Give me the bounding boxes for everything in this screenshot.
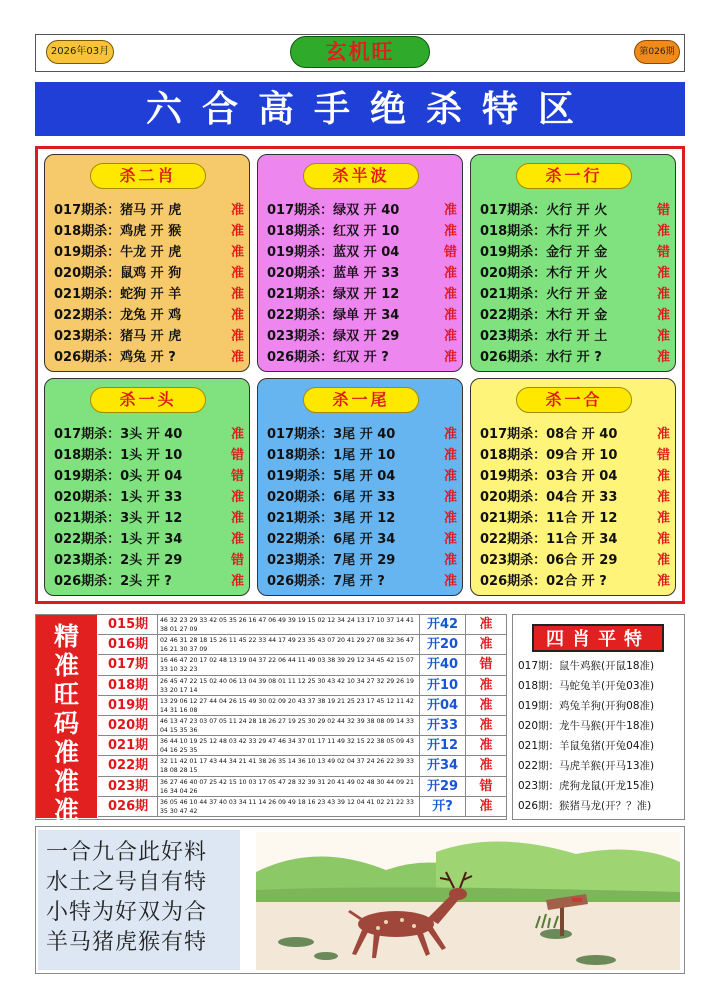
kill-row-text: 023期杀：猪马 开 虎 — [54, 329, 182, 344]
table-numbers: 46 32 23 29 33 42 05 35 26 16 47 06 49 39 19 15 02 12 34 24 13 17 10 37 14 41 38 01 27 09 — [158, 615, 420, 634]
table-numbers: 32 11 42 01 17 43 44 34 21 41 38 26 35 14 36 10 13 49 02 04 37 24 26 22 39 33 18 08 28 15 — [158, 756, 420, 775]
kill-row-result: 准 — [443, 490, 457, 505]
kill-row-result: 准 — [443, 511, 457, 526]
poem-line: 小特为好双为合 — [46, 900, 208, 925]
kill-row-result: 准 — [656, 532, 670, 547]
kill-row — [267, 241, 457, 262]
kill-row — [267, 199, 457, 220]
kill-row-result: 准 — [230, 490, 244, 505]
kill-box-rows — [54, 199, 244, 367]
table-result: 准 — [479, 697, 493, 713]
kill-row-text: 017期杀：猪马 开 虎 — [54, 203, 182, 218]
kill-row-result: 准 — [656, 553, 670, 568]
table-row — [98, 696, 506, 716]
kill-row — [267, 465, 457, 486]
kill-row — [267, 423, 457, 444]
kill-row-result: 准 — [230, 224, 244, 239]
kill-row — [267, 528, 457, 549]
kill-row — [267, 507, 457, 528]
number-table — [98, 615, 506, 817]
kill-row-text: 020期杀：04合 开 33 — [480, 490, 618, 505]
kill-row — [267, 570, 457, 591]
table-period: 020期 — [98, 716, 158, 735]
kill-row-text: 019期杀：蓝双 开 04 — [267, 245, 400, 260]
kill-row-text: 026期杀：7尾 开 ? — [267, 574, 385, 589]
table-row — [98, 736, 506, 756]
kill-row-text: 022期杀：绿单 开 34 — [267, 308, 400, 323]
table-period: 021期 — [98, 736, 158, 755]
kill-row-result: 准 — [230, 574, 244, 589]
kill-row-result: 准 — [656, 266, 670, 281]
kill-row-text: 017期杀：绿双 开 40 — [267, 203, 400, 218]
kill-row — [267, 262, 457, 283]
table-result: 准 — [479, 738, 493, 754]
si-xiao-row: 022期：马虎羊猴(开马13准) — [518, 760, 655, 772]
table-numbers: 26 45 47 22 15 02 40 06 13 04 39 08 01 11 12 25 30 43 42 10 34 27 32 29 26 19 33 20 17 14 — [158, 676, 420, 695]
kill-row-result: 准 — [656, 308, 670, 323]
kill-row — [54, 423, 244, 444]
kill-row — [267, 444, 457, 465]
kill-row-text: 026期杀：水行 开 ? — [480, 350, 602, 365]
si-xiao-row: 018期：马蛇兔羊(开兔03准) — [518, 680, 655, 692]
kill-row-text: 019期杀：金行 开 金 — [480, 245, 608, 260]
table-row — [98, 797, 506, 817]
kill-box-title: 杀一尾 — [303, 387, 419, 413]
kill-row-result: 准 — [656, 329, 670, 344]
si-xiao-row: 017期：鼠牛鸡猴(开鼠18准) — [518, 660, 655, 672]
kill-box-rows — [54, 423, 244, 591]
kill-box-title: 杀一合 — [516, 387, 632, 413]
kill-row-result: 准 — [656, 511, 670, 526]
kill-row-result: 准 — [230, 350, 244, 365]
kill-row — [54, 507, 244, 528]
kill-row-result: 准 — [656, 469, 670, 484]
kill-row-result: 准 — [656, 574, 670, 589]
kill-row-result: 准 — [230, 329, 244, 344]
jingzhun-text — [36, 622, 97, 825]
kill-row — [480, 283, 670, 304]
kill-row — [54, 262, 244, 283]
kill-row-text: 026期杀：红双 开 ? — [267, 350, 389, 365]
kill-row-text: 017期杀：08合 开 40 — [480, 427, 618, 442]
kill-row-result: 准 — [443, 224, 457, 239]
table-row — [98, 655, 506, 675]
kill-box-4 — [44, 378, 250, 596]
table-period: 026期 — [98, 797, 158, 816]
kill-row-text: 018期杀：09合 开 10 — [480, 448, 618, 463]
table-result: 准 — [479, 677, 493, 693]
kill-row-text: 018期杀：木行 开 火 — [480, 224, 608, 239]
kill-row-text: 020期杀：木行 开 火 — [480, 266, 608, 281]
kill-row — [54, 304, 244, 325]
kill-row-result: 准 — [656, 490, 670, 505]
kill-box-title: 杀二肖 — [90, 163, 206, 189]
kill-row-text: 018期杀：1尾 开 10 — [267, 448, 396, 463]
kill-box-title: 杀一头 — [90, 387, 206, 413]
kill-row-result: 准 — [230, 287, 244, 302]
table-result: 错 — [479, 657, 493, 673]
kill-row-result: 错 — [656, 203, 670, 218]
kill-row — [267, 283, 457, 304]
kill-box-5 — [257, 378, 463, 596]
table-result: 准 — [479, 637, 493, 653]
kill-row — [480, 528, 670, 549]
table-row — [98, 635, 506, 655]
kill-row — [54, 528, 244, 549]
kill-row — [267, 346, 457, 367]
kill-row — [267, 486, 457, 507]
table-result: 准 — [479, 717, 493, 733]
kill-row — [267, 325, 457, 346]
table-open: 开04 — [420, 696, 466, 715]
si-xiao-row: 020期：龙牛马猴(开牛18准) — [518, 720, 655, 732]
kill-row — [54, 444, 244, 465]
table-period: 016期 — [98, 635, 158, 654]
si-xiao-title: 四肖平特 — [532, 624, 664, 652]
kill-row-text: 018期杀：1头 开 10 — [54, 448, 183, 463]
table-row — [98, 615, 506, 635]
kill-box-title: 杀一行 — [516, 163, 632, 189]
kill-row-result: 准 — [230, 532, 244, 547]
kill-row-text: 021期杀：11合 开 12 — [480, 511, 618, 526]
si-xiao-row: 026期：猴猪马龙(开？？准) — [518, 800, 652, 812]
kill-row — [480, 465, 670, 486]
table-open: 开? — [420, 797, 466, 816]
jingzhun-label — [36, 615, 97, 825]
kill-row — [480, 262, 670, 283]
kill-row-text: 020期杀：1头 开 33 — [54, 490, 183, 505]
table-open: 开29 — [420, 777, 466, 796]
table-numbers: 46 13 47 23 03 07 05 11 24 28 18 26 27 19 25 30 29 02 44 32 39 38 08 09 14 33 04 15 35 36 — [158, 716, 420, 735]
table-period: 023期 — [98, 777, 158, 796]
kill-row-text: 026期杀：02合 开 ? — [480, 574, 607, 589]
jingzhun-char: 旺 — [53, 680, 79, 709]
table-row — [98, 756, 506, 776]
kill-row-text: 022期杀：木行 开 金 — [480, 308, 608, 323]
kill-row-result: 准 — [230, 266, 244, 281]
table-period: 015期 — [98, 615, 158, 634]
kill-row-result: 错 — [230, 469, 244, 484]
poem-line: 水土之号自有特 — [46, 870, 208, 895]
table-open: 开34 — [420, 756, 466, 775]
kill-row-text: 020期杀：鼠鸡 开 狗 — [54, 266, 182, 281]
table-open: 开33 — [420, 716, 466, 735]
kill-row-text: 021期杀：3头 开 12 — [54, 511, 183, 526]
kill-row — [480, 199, 670, 220]
kill-row — [480, 220, 670, 241]
table-period: 019期 — [98, 696, 158, 715]
table-open: 开12 — [420, 736, 466, 755]
kill-row-text: 021期杀：火行 开 金 — [480, 287, 608, 302]
si-xiao-list — [518, 658, 684, 818]
table-numbers: 02 46 31 28 18 15 26 11 45 22 33 44 17 49 23 35 43 07 20 41 29 27 08 32 36 47 16 21 30 37 09 — [158, 635, 420, 654]
issue-badge: 第026期 — [634, 40, 680, 64]
kill-box-6 — [470, 378, 676, 596]
kill-row-result: 准 — [443, 287, 457, 302]
kill-box-3 — [470, 154, 676, 372]
kill-row-text: 023期杀：06合 开 29 — [480, 553, 618, 568]
kill-row — [480, 444, 670, 465]
kill-row-result: 准 — [443, 427, 457, 442]
main-banner: 六合高手绝杀特区 — [35, 82, 685, 136]
table-numbers: 16 46 47 20 17 02 48 13 19 04 37 22 06 44 11 49 03 38 39 29 12 34 45 42 15 07 33 10 32 23 — [158, 655, 420, 674]
kill-box-rows — [480, 423, 670, 591]
kill-row-result: 准 — [443, 448, 457, 463]
table-period: 022期 — [98, 756, 158, 775]
kill-row-text: 021期杀：3尾 开 12 — [267, 511, 396, 526]
kill-row-result: 准 — [443, 350, 457, 365]
kill-row-text: 021期杀：蛇狗 开 羊 — [54, 287, 182, 302]
table-row — [98, 777, 506, 797]
table-numbers: 36 44 10 19 25 12 48 03 42 33 29 47 46 34 37 01 17 11 49 32 15 22 38 05 09 43 04 16 25 35 — [158, 736, 420, 755]
kill-row-result: 准 — [443, 308, 457, 323]
kill-row — [480, 423, 670, 444]
table-open: 开42 — [420, 615, 466, 634]
kill-row-result: 准 — [230, 427, 244, 442]
deer-scene-image — [256, 832, 680, 970]
kill-row-result: 准 — [656, 427, 670, 442]
si-xiao-row: 023期：虎狗龙鼠(开龙15准) — [518, 780, 655, 792]
kill-row — [267, 549, 457, 570]
kill-row-result: 准 — [656, 350, 670, 365]
kill-row-text: 019期杀：牛龙 开 虎 — [54, 245, 182, 260]
kill-row-text: 023期杀：绿双 开 29 — [267, 329, 400, 344]
kill-row — [480, 507, 670, 528]
kill-box-2 — [257, 154, 463, 372]
table-period: 018期 — [98, 676, 158, 695]
kill-row-result: 准 — [443, 532, 457, 547]
kill-row-result: 准 — [230, 245, 244, 260]
kill-row-result: 错 — [443, 245, 457, 260]
kill-row-result: 准 — [230, 511, 244, 526]
si-xiao-row: 021期：羊鼠兔猪(开兔04准) — [518, 740, 655, 752]
kill-row-result: 准 — [443, 203, 457, 218]
table-period: 017期 — [98, 655, 158, 674]
table-numbers: 36 05 46 10 44 37 40 03 34 11 14 26 09 49 18 16 23 43 39 12 04 41 02 21 22 33 35 30 47 42 — [158, 797, 420, 816]
kill-box-rows — [267, 423, 457, 591]
kill-row — [267, 304, 457, 325]
kill-row-text: 026期杀：2头 开 ? — [54, 574, 172, 589]
kill-row-text: 023期杀：水行 开 土 — [480, 329, 608, 344]
table-row — [98, 676, 506, 696]
kill-row-text: 023期杀：2头 开 29 — [54, 553, 183, 568]
kill-row — [480, 549, 670, 570]
kill-row — [480, 325, 670, 346]
kill-row-text: 017期杀：火行 开 火 — [480, 203, 608, 218]
kill-row-result: 准 — [443, 574, 457, 589]
kill-row-text: 022期杀：6尾 开 34 — [267, 532, 396, 547]
kill-box-title: 杀半波 — [303, 163, 419, 189]
kill-row-result: 错 — [656, 448, 670, 463]
table-open: 开20 — [420, 635, 466, 654]
brand-title: 玄机旺 — [290, 36, 430, 68]
table-open: 开10 — [420, 676, 466, 695]
table-numbers: 36 27 46 40 07 25 42 15 10 03 17 05 47 28 32 39 31 20 41 49 02 48 30 44 09 21 16 34 04 26 — [158, 777, 420, 796]
table-open: 开40 — [420, 655, 466, 674]
kill-row — [480, 304, 670, 325]
kill-row-result: 准 — [656, 287, 670, 302]
poem-box — [38, 830, 240, 970]
kill-row — [480, 570, 670, 591]
kill-row-text: 020期杀：6尾 开 33 — [267, 490, 396, 505]
jingzhun-char: 精 — [53, 622, 79, 651]
kill-box-rows — [480, 199, 670, 367]
kill-row-text: 020期杀：蓝单 开 33 — [267, 266, 400, 281]
kill-box-1 — [44, 154, 250, 372]
table-row — [98, 716, 506, 736]
kill-row — [54, 549, 244, 570]
kill-row-result: 准 — [443, 553, 457, 568]
jingzhun-char: 准 — [53, 767, 79, 796]
kill-row-result: 错 — [230, 448, 244, 463]
kill-row-result: 准 — [230, 308, 244, 323]
kill-row — [54, 220, 244, 241]
kill-row-text: 017期杀：3头 开 40 — [54, 427, 183, 442]
poem-line: 一合九合此好料 — [46, 840, 208, 865]
si-xiao-row: 019期：鸡兔羊狗(开狗08准) — [518, 700, 655, 712]
kill-row-text: 018期杀：鸡虎 开 猴 — [54, 224, 182, 239]
kill-row — [267, 220, 457, 241]
kill-row — [54, 199, 244, 220]
kill-row-text: 022期杀：1头 开 34 — [54, 532, 183, 547]
kill-row-result: 准 — [443, 469, 457, 484]
kill-row-text: 022期杀：龙兔 开 鸡 — [54, 308, 182, 323]
kill-row-result: 错 — [656, 245, 670, 260]
kill-row — [54, 346, 244, 367]
jingzhun-char: 准 — [53, 651, 79, 680]
kill-row-result: 准 — [230, 203, 244, 218]
poem-line: 羊马猪虎猴有特 — [46, 930, 208, 955]
table-result: 准 — [479, 617, 493, 632]
kill-row — [54, 570, 244, 591]
kill-row-text: 019期杀：0头 开 04 — [54, 469, 183, 484]
table-result: 错 — [479, 778, 493, 794]
kill-row — [54, 325, 244, 346]
date-badge: 2026年03月 — [46, 40, 114, 64]
kill-row-text: 021期杀：绿双 开 12 — [267, 287, 400, 302]
kill-row-text: 019期杀：5尾 开 04 — [267, 469, 396, 484]
kill-row-result: 准 — [443, 329, 457, 344]
kill-row-text: 026期杀：鸡兔 开 ? — [54, 350, 176, 365]
table-result: 准 — [479, 798, 493, 814]
kill-row — [480, 486, 670, 507]
kill-row — [480, 346, 670, 367]
jingzhun-char: 准 — [53, 738, 79, 767]
kill-row — [54, 283, 244, 304]
kill-row — [54, 241, 244, 262]
kill-row — [54, 486, 244, 507]
kill-row-result: 准 — [443, 266, 457, 281]
kill-row-result: 准 — [656, 224, 670, 239]
kill-row — [480, 241, 670, 262]
jingzhun-char: 码 — [53, 709, 79, 738]
kill-row-text: 019期杀：03合 开 04 — [480, 469, 618, 484]
kill-row-result: 错 — [230, 553, 244, 568]
kill-row-text: 017期杀：3尾 开 40 — [267, 427, 396, 442]
kill-row-text: 022期杀：11合 开 34 — [480, 532, 618, 547]
jingzhun-char: 准 — [53, 796, 79, 825]
kill-box-rows — [267, 199, 457, 367]
kill-row-text: 018期杀：红双 开 10 — [267, 224, 400, 239]
kill-row-text: 023期杀：7尾 开 29 — [267, 553, 396, 568]
table-result: 准 — [479, 758, 493, 774]
table-numbers: 13 29 06 12 27 44 04 26 15 49 30 02 09 20 43 37 38 19 21 25 23 17 45 12 11 42 14 31 16 08 — [158, 696, 420, 715]
kill-row — [54, 465, 244, 486]
